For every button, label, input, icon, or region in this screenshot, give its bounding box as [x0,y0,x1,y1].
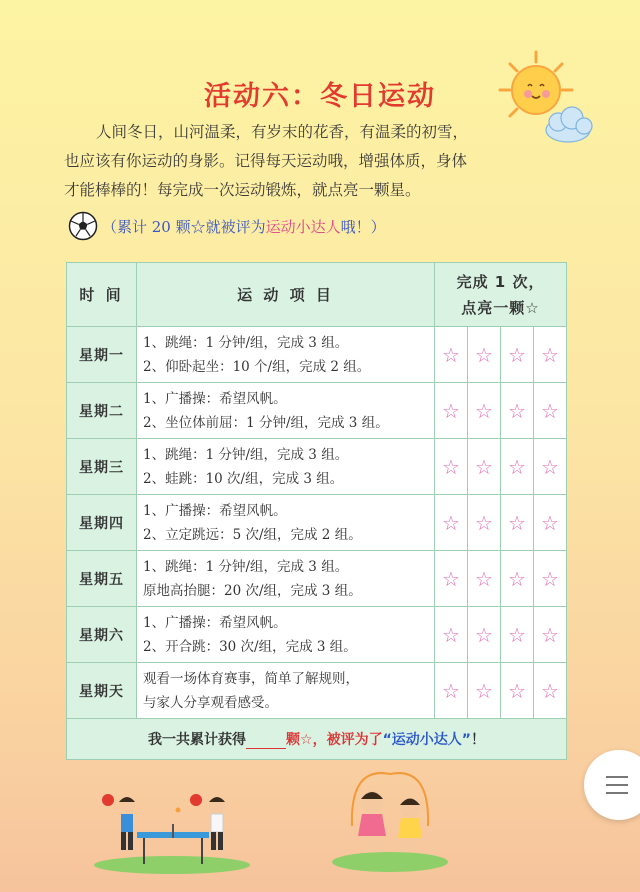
day-label: 星期六 [67,607,137,663]
soccer-ball-icon [68,211,98,241]
activity-cell [137,327,435,383]
star-slot[interactable]: ☆ [435,663,468,719]
table-row [67,551,567,607]
goal-tip [68,210,386,242]
jump-rope-kids-illustration [330,766,450,876]
star-slot[interactable]: ☆ [435,383,468,439]
activity-line-1: 1、跳绳：1 分钟/组，完成 3 组。 [143,558,349,575]
table-row [67,327,567,383]
activity-line-1: 1、广播操：希望风帆。 [143,614,287,631]
star-slot[interactable]: ☆ [534,551,567,607]
star-slot[interactable]: ☆ [501,663,534,719]
star-slot[interactable]: ☆ [468,383,501,439]
activity-line-2: 2、开合跳：30 次/组，完成 3 组。 [143,638,357,655]
floating-menu-button[interactable] [584,750,640,820]
activity-line-1: 1、跳绳：1 分钟/组，完成 3 组。 [143,446,349,463]
star-slot[interactable]: ☆ [534,327,567,383]
activity-cell [137,495,435,551]
star-slot[interactable]: ☆ [435,327,468,383]
table-row [67,383,567,439]
tip-text-a: （累计 20 颗☆就被评为 [102,217,266,236]
header-done-line-1: 完成 1 次， [456,272,545,291]
intro-line-2: 也应该有你运动的身影。记得每天运动哦，增强体质，身体 [64,152,468,170]
tip-text-highlight: 运动小达人 [265,217,341,236]
exercise-plan-table [66,262,567,760]
intro-line-1: 人间冬日，山河温柔，有岁末的花香，有温柔的初雪， [96,123,469,141]
menu-bar [606,776,628,778]
day-label: 星期二 [67,383,137,439]
star-slot[interactable]: ☆ [468,607,501,663]
activity-line-2: 与家人分享观看感受。 [143,694,278,711]
header-done-line-2: 点亮一颗☆ [461,298,540,317]
table-row [67,607,567,663]
day-label: 星期五 [67,551,137,607]
table-header-row [67,263,567,327]
tip-text-c: 哦！） [340,217,386,236]
day-label: 星期天 [67,663,137,719]
star-slot[interactable]: ☆ [534,607,567,663]
table-row [67,439,567,495]
star-slot[interactable]: ☆ [534,495,567,551]
star-slot[interactable]: ☆ [534,383,567,439]
star-slot[interactable]: ☆ [468,663,501,719]
star-slot[interactable]: ☆ [468,551,501,607]
star-slot[interactable]: ☆ [534,663,567,719]
activity-line-1: 1、广播操：希望风帆。 [143,390,287,407]
activity-line-2: 2、蛙跳：10 次/组，完成 3 组。 [143,470,344,487]
menu-bar [606,784,628,786]
footer-text-b: 颗☆，被评为了 [286,732,383,748]
activity-line-1: 1、广播操：希望风帆。 [143,502,287,519]
activity-cell [137,663,435,719]
footer-text-d: ！ [470,732,485,748]
activity-cell [137,551,435,607]
activity-cell [137,383,435,439]
header-items: 运 动 项 目 [137,263,435,327]
day-label: 星期一 [67,327,137,383]
activity-line-1: 观看一场体育赛事，简单了解规则， [143,670,359,687]
header-time: 时 间 [67,263,137,327]
star-slot[interactable]: ☆ [435,551,468,607]
table-footer-row [67,719,567,760]
star-slot[interactable]: ☆ [534,439,567,495]
star-slot[interactable]: ☆ [468,439,501,495]
activity-line-1: 1、跳绳：1 分钟/组，完成 3 组。 [143,334,349,351]
menu-bar [606,792,628,794]
star-slot[interactable]: ☆ [501,439,534,495]
activity-line-2: 2、坐位体前屈：1 分钟/组，完成 3 组。 [143,414,389,431]
footer-text-a: 我一共累计获得 [148,732,247,748]
activity-cell [137,607,435,663]
table-tennis-kids-illustration [92,780,252,875]
star-slot[interactable]: ☆ [501,551,534,607]
day-label: 星期四 [67,495,137,551]
star-slot[interactable]: ☆ [468,327,501,383]
star-slot[interactable]: ☆ [468,495,501,551]
header-done [435,263,567,327]
star-slot[interactable]: ☆ [435,439,468,495]
star-slot[interactable]: ☆ [501,607,534,663]
intro-text [64,118,484,205]
day-label: 星期三 [67,439,137,495]
footer-award-title: “运动小达人” [382,732,471,748]
page-title: 活动六：冬日运动 [204,81,436,112]
star-slot[interactable]: ☆ [435,495,468,551]
star-slot[interactable]: ☆ [435,607,468,663]
table-row [67,663,567,719]
table-row [67,495,567,551]
star-slot[interactable]: ☆ [501,327,534,383]
activity-line-2: 2、立定跳远：5 次/组，完成 2 组。 [143,526,362,543]
star-count-blank[interactable] [246,732,286,749]
star-slot[interactable]: ☆ [501,495,534,551]
activity-cell [137,439,435,495]
summary-footer [67,719,567,760]
activity-line-2: 2、仰卧起坐：10 个/组，完成 2 组。 [143,358,371,375]
intro-line-3: 才能棒棒的！每完成一次运动锻炼，就点亮一颗星。 [64,181,421,199]
activity-line-2: 原地高抬腿：20 次/组，完成 3 组。 [143,582,362,599]
star-slot[interactable]: ☆ [501,383,534,439]
